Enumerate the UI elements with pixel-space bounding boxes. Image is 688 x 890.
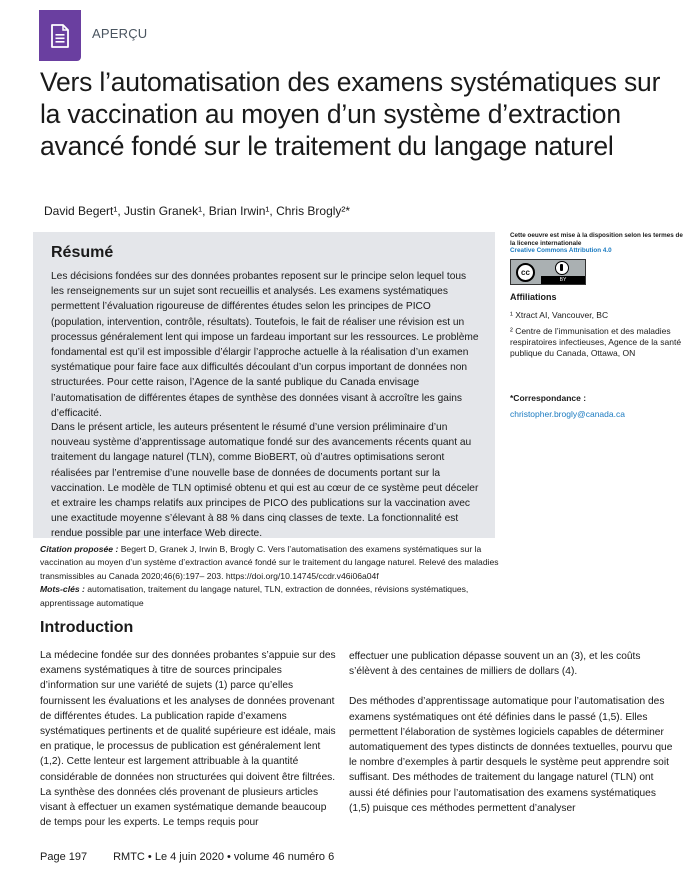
introduction-right-column — [349, 649, 679, 816]
affiliation-item: ¹ Xtract AI, Vancouver, BC — [510, 309, 609, 320]
abstract-title: Résumé — [51, 244, 114, 261]
introduction-heading: Introduction — [40, 619, 134, 636]
keywords-label: Mots-clés : — [40, 584, 85, 595]
section-tag: APERÇU — [92, 26, 148, 41]
introduction-paragraph: effectuer une publication dépasse souvent un an (3), et les coûts s’élèvent à des centaines de milliers de dollars (4). — [349, 651, 641, 678]
abstract-paragraph: Dans le présent article, les auteurs présentent le résumé d’une version préliminaire d’un nouveau système d’apprentissage automatique fondé sur des avancements récents quant au traitement du langage naturel (TLN), comme BioBERT, où d’autres optimisations seront réalisées par l’entremise d’une nouvelle base de données de documents portant sur la vaccination. Le modèle de TLN optimisé obtenu et qui est au cœur de ce système peut déceler et extraire les champs relatifs aux principes de PICO des publications sur la vaccination avec une exactitude moyenne s’élevant à 88 % dans cinq classes de texte. La fonctionnalité est rendue possible par une interface Web directe. — [51, 422, 479, 540]
attribution-person-icon — [555, 261, 569, 275]
cc-by-badge[interactable] — [510, 259, 586, 285]
abstract-box — [33, 232, 495, 538]
section-badge — [39, 10, 81, 61]
journal-issue: RMTC • Le 4 juin 2020 • volume 46 numéro 6 — [113, 851, 335, 863]
page-footer — [40, 851, 334, 863]
by-label: BY — [541, 276, 585, 284]
keywords-text: automatisation, traitement du langage naturel, TLN, extraction de données, révisions systématiques, apprentissage automatique — [40, 584, 469, 608]
citation-block — [40, 543, 500, 610]
affiliation-item: ² Centre de l’immunisation et des maladies respiratoires infectieuses, Agence de la santé publique du Canada, Ottawa, ON — [510, 325, 682, 358]
correspondence-email-link[interactable]: christopher.brogly@canada.ca — [510, 408, 625, 419]
sidebar — [510, 232, 685, 419]
license-link[interactable]: Creative Commons Attribution 4.0 — [510, 247, 612, 255]
article-title: Vers l’automatisation des examens systématiques sur la vaccination au moyen d’un système d’extraction avancé fondé sur le traitement du langage naturel — [40, 67, 661, 161]
introduction-paragraph: Des méthodes d’apprentissage automatique pour l’automatisation des examens systématiques ont été définies dans le passé (1,5). Elles permettent l’élaboration de systèmes logiciels capables de déterminer automatiquement des types distincts de données textuelles, pourvu que le nombre d’exemples à partir desquels le système peut apprendre soit suffisant. Des méthodes de traitement du langage naturel (TLN) ont aussi été définies pour l’automatisation des examens systématiques (1,5) puisque ces méthodes permettent d’analyser — [349, 696, 673, 814]
abstract-paragraph: Les décisions fondées sur des données probantes reposent sur le principe selon lequel tous les renseignements sur un sujet sont recueillis et analysés. Les examens systématiques permettent l’évaluation rigoureuse de différentes études selon les principes de PICO (population, intervention, contrôle, résultats). Toutefois, le fait de réaliser une révision est un processus généralement lent qui impose un fardeau important sur les ressources. Le problème fondamental est qu’il est impossible d’élargir l’approche actuelle à la réalisation d’un examen systématique pour faire face aux difficultés découlant d’un corpus important de données non structurées. Pour cette raison, l’Agence de la santé publique du Canada envisage l’automatisation de différentes étapes de synthèse des données visant à accroître les gains d’efficacité. — [51, 271, 479, 419]
citation-label: Citation proposée : — [40, 544, 119, 554]
license-text: Cette oeuvre est mise à la disposition selon les termes de la licence internationale — [510, 232, 683, 247]
affiliations-title: Affiliations — [510, 291, 557, 302]
page-number: Page 197 — [40, 851, 88, 863]
document-icon — [50, 24, 70, 48]
citation-text: Begert D, Granek J, Irwin B, Brogly C. Vers l’automatisation des examens systématiques sur la vaccination au moyen d’un système d’extraction avancé fondé sur le traitement du langage naturel. Relevé des maladies transmissibles au Canada 2020;46(6):197– 203. https://doi.org/10.14745/ccdr.v46i06a04f — [40, 544, 499, 581]
author-list: David Begert¹, Justin Granek¹, Brian Irwin¹, Chris Brogly²* — [44, 204, 351, 218]
correspondence-label: *Correspondance : — [510, 392, 587, 403]
cc-icon: cc — [516, 263, 535, 282]
introduction-left-column: La médecine fondée sur des données probantes s’appuie sur des examens systématiques à titre de sources principales d’information sur une variété de sujets (1) parce qu’elles fournissent les évaluations et les analyses de données provenant de différentes études. La publication rapide d’examens systématiques pertinents et de qualité supérieure est idéale, mais en pratique, le processus de publication est généralement lent (1,2). Cette lenteur est largement attribuable à la quantité considérable de données non structurées qui doivent être filtrées. La synthèse des données clés provenant de plusieurs articles visant à effectuer un examen systématique demande beaucoup de temps pour les experts. Le temps requis pour — [40, 650, 336, 829]
